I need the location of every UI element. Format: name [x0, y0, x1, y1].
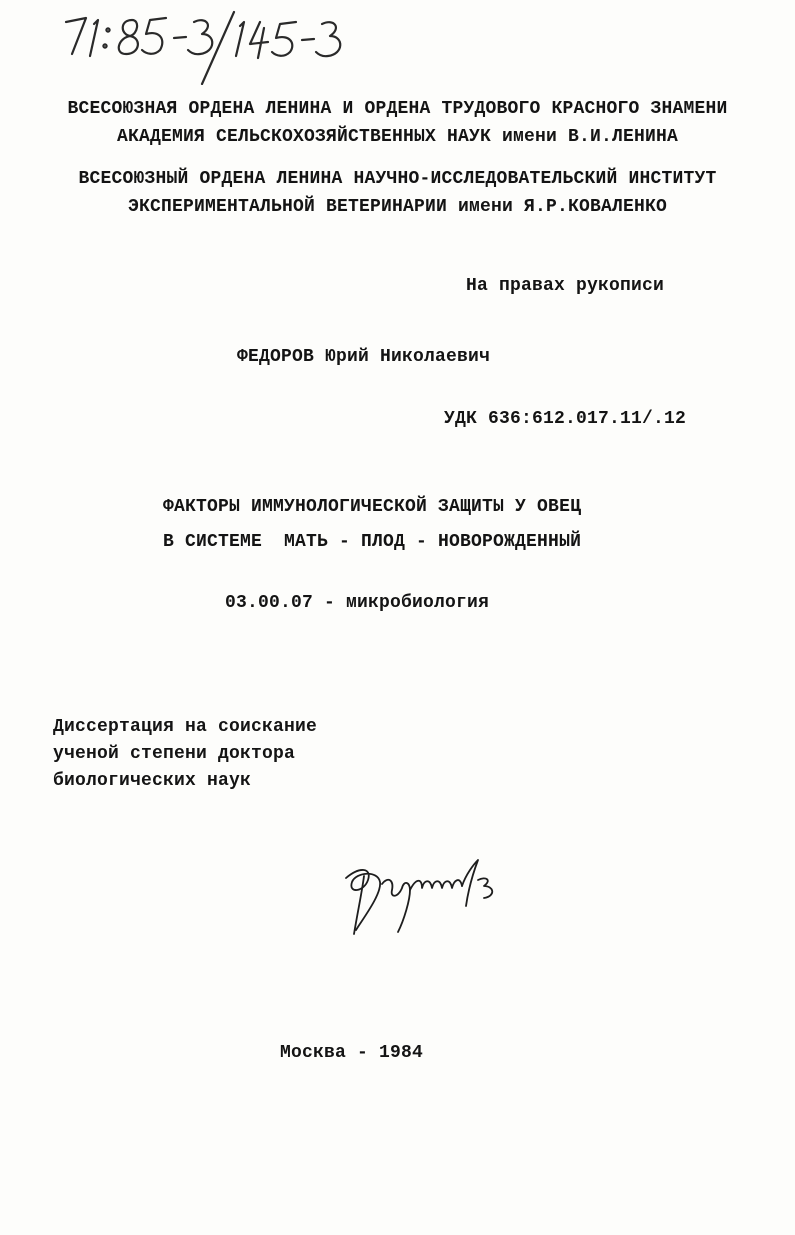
- dissertation-title-line-2: В СИСТЕМЕ МАТЬ - ПЛОД - НОВОРОЖДЕННЫЙ: [163, 532, 582, 552]
- institute-name-line-2: ЭКСПЕРИМЕНТАЛЬНОЙ ВЕТЕРИНАРИИ имени Я.Р.КОВАЛЕНКО: [127, 197, 668, 217]
- author-name: ФЕДОРОВ Юрий Николаевич: [237, 347, 491, 367]
- udc-code: УДК 636:612.017.11/.12: [444, 409, 687, 429]
- degree-line-3: биологических наук: [53, 771, 252, 791]
- academy-name-line-1: ВСЕСОЮЗНАЯ ОРДЕНА ЛЕНИНА И ОРДЕНА ТРУДОВОГО КРАСНОГО ЗНАМЕНИ: [67, 99, 728, 119]
- manuscript-rights: На правах рукописи: [466, 276, 665, 296]
- institute-name-line-1: ВСЕСОЮЗНЫЙ ОРДЕНА ЛЕНИНА НАУЧНО-ИССЛЕДОВАТЕЛЬСКИЙ ИНСТИТУТ: [78, 169, 717, 189]
- handwritten-catalog-number: [62, 10, 352, 85]
- specialty-code: 03.00.07 - микробиология: [225, 593, 490, 613]
- degree-line-1: Диссертация на соискание: [53, 717, 318, 737]
- dissertation-title-line-1: ФАКТОРЫ ИММУНОЛОГИЧЕСКОЙ ЗАЩИТЫ У ОВЕЦ: [163, 497, 582, 517]
- handwritten-signature: [338, 840, 518, 940]
- academy-name-line-2: АКАДЕМИЯ СЕЛЬСКОХОЗЯЙСТВЕННЫХ НАУК имени В.И.ЛЕНИНА: [116, 127, 679, 147]
- degree-line-2: ученой степени доктора: [53, 744, 296, 764]
- city-and-year: Москва - 1984: [280, 1043, 424, 1063]
